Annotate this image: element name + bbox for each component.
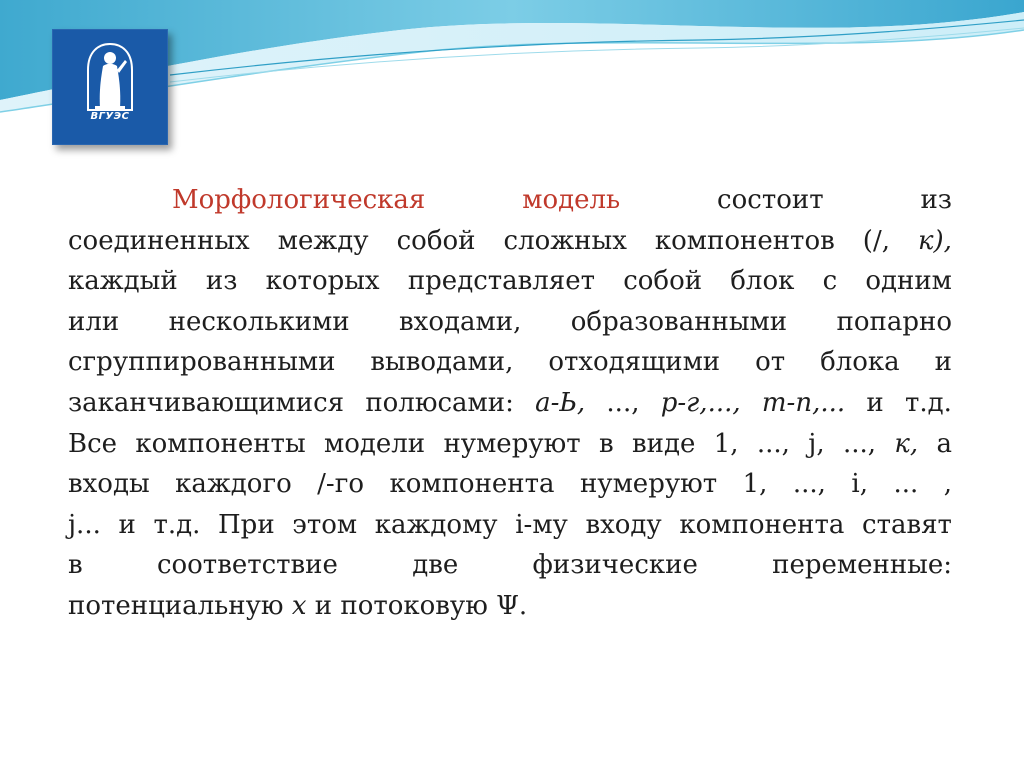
main-paragraph bbox=[68, 180, 952, 627]
word: модели bbox=[323, 428, 426, 459]
paragraph-line-8 bbox=[68, 464, 952, 505]
word: полюсами: bbox=[365, 387, 514, 418]
word: , bbox=[943, 469, 952, 500]
paragraph-line-3 bbox=[68, 261, 952, 302]
word: компоненты bbox=[135, 428, 306, 459]
word: а-Ь, bbox=[535, 387, 586, 418]
word: (/, bbox=[862, 225, 890, 256]
word: ..., bbox=[842, 428, 876, 459]
word: каждому bbox=[374, 509, 498, 540]
word: ..., bbox=[792, 469, 826, 500]
word: і, bbox=[851, 469, 868, 500]
word: попарно bbox=[836, 306, 952, 337]
word: собой bbox=[396, 225, 476, 256]
word: и bbox=[118, 509, 136, 540]
word: j... bbox=[68, 509, 101, 540]
statue-emblem-icon bbox=[53, 30, 167, 144]
word: каждый bbox=[68, 266, 178, 297]
word: т.д. bbox=[153, 509, 201, 540]
word: представляет bbox=[407, 266, 595, 297]
paragraph-line-10 bbox=[68, 545, 952, 586]
paragraph-line-7 bbox=[68, 424, 952, 465]
word: выводами, bbox=[370, 347, 514, 378]
word: и потоковую Ψ. bbox=[306, 590, 528, 621]
word: компонентов bbox=[654, 225, 835, 256]
word: т.д. bbox=[904, 387, 952, 418]
logo-text: ВГУЭС bbox=[90, 111, 130, 122]
word: отходящими bbox=[548, 347, 721, 378]
variable-x: х bbox=[291, 590, 307, 621]
word: и bbox=[866, 387, 884, 418]
word: входу bbox=[585, 509, 662, 540]
word: из bbox=[205, 266, 238, 297]
highlighted-word: Морфологическая bbox=[172, 185, 426, 215]
word: входы bbox=[68, 469, 150, 500]
word: ставят bbox=[862, 509, 952, 540]
word: из bbox=[920, 185, 952, 215]
highlighted-word: модель bbox=[522, 185, 621, 215]
word: переменные: bbox=[772, 550, 952, 581]
word: заканчивающимися bbox=[68, 387, 345, 418]
word: к, bbox=[894, 428, 919, 459]
paragraph-line-9 bbox=[68, 505, 952, 546]
word: состоит bbox=[717, 185, 824, 215]
word: одним bbox=[865, 266, 952, 297]
word: или bbox=[68, 306, 120, 337]
word: с bbox=[822, 266, 838, 297]
word: 1, bbox=[713, 428, 739, 459]
word: блок bbox=[730, 266, 795, 297]
word: от bbox=[755, 347, 786, 378]
word: этом bbox=[292, 509, 358, 540]
word: ..., bbox=[606, 387, 640, 418]
word: сгруппированными bbox=[68, 347, 336, 378]
word: ..., bbox=[756, 428, 790, 459]
word: и bbox=[934, 347, 952, 378]
word: виде bbox=[631, 428, 696, 459]
word: і-му bbox=[515, 509, 568, 540]
word: собой bbox=[623, 266, 703, 297]
university-logo bbox=[52, 29, 168, 145]
word: в bbox=[599, 428, 614, 459]
word: 1, bbox=[742, 469, 768, 500]
word: компонента bbox=[389, 469, 555, 500]
word: ... bbox=[893, 469, 919, 500]
word: входами, bbox=[399, 306, 522, 337]
word: сложных bbox=[503, 225, 627, 256]
word: j, bbox=[808, 428, 825, 459]
word: несколькими bbox=[168, 306, 350, 337]
word: физические bbox=[532, 550, 698, 581]
word: /-го bbox=[317, 469, 364, 500]
word: две bbox=[412, 550, 459, 581]
paragraph-line-6 bbox=[68, 383, 952, 424]
word: соответствие bbox=[156, 550, 338, 581]
word: потенциальную bbox=[68, 590, 292, 621]
word: а bbox=[936, 428, 952, 459]
word: в bbox=[68, 550, 83, 581]
word: Все bbox=[68, 428, 118, 459]
word: т-п,... bbox=[761, 387, 846, 418]
paragraph-line-11 bbox=[68, 586, 952, 627]
paragraph-line-5 bbox=[68, 342, 952, 383]
word: образованными bbox=[570, 306, 788, 337]
paragraph-line-4 bbox=[68, 302, 952, 343]
word: При bbox=[218, 509, 275, 540]
word: нумеруют bbox=[443, 428, 581, 459]
word: компонента bbox=[679, 509, 845, 540]
word: каждого bbox=[175, 469, 292, 500]
word: соединенных bbox=[68, 225, 250, 256]
word: р-г,..., bbox=[660, 387, 741, 418]
word: к), bbox=[918, 225, 952, 256]
word: которых bbox=[265, 266, 380, 297]
word: между bbox=[277, 225, 369, 256]
paragraph-line-2 bbox=[68, 221, 952, 262]
word: блока bbox=[820, 347, 900, 378]
word: нумеруют bbox=[579, 469, 718, 500]
paragraph-line-1 bbox=[68, 180, 952, 221]
